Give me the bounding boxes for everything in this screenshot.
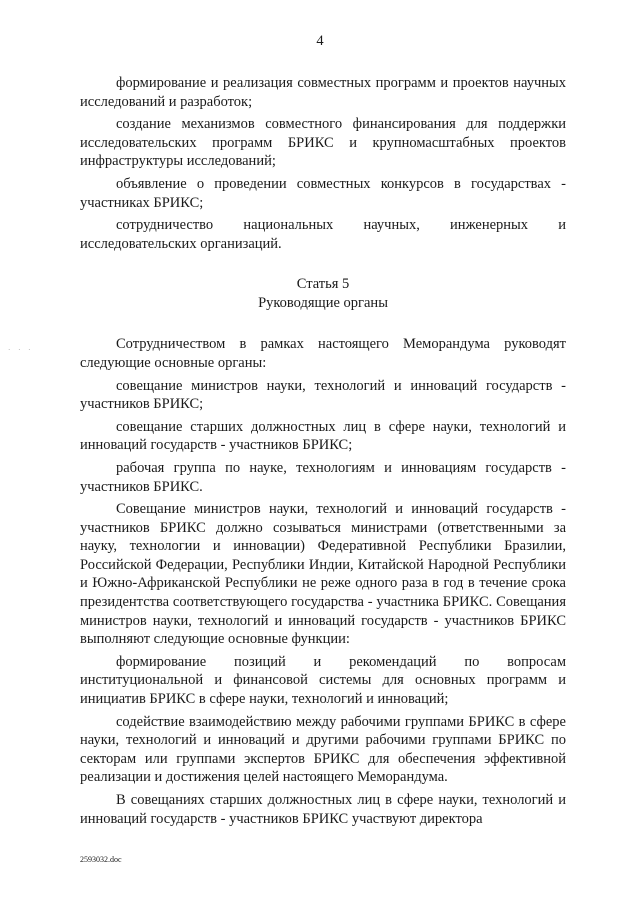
paragraph: содействие взаимодействию между рабочими группами БРИКС в сфере науки, технологий и инноваций и другими рабочими группами БРИКС по секторам или группами экспертов БРИКС для обеспечения эффективной реализации и достижения целей настоящего Меморандума. bbox=[80, 713, 566, 786]
page-number: 4 bbox=[316, 33, 324, 49]
paragraph: Сотрудничеством в рамках настоящего Меморандума руководят следующие основные органы: bbox=[80, 336, 566, 371]
paragraph: Совещание министров науки, технологий и инноваций государств - участников БРИКС должно созываться министрами (ответственными за науку, технологии и инновации) Федеративной Республики Бразилии, Российской Федерации, Республики Индии, Китайской Народной Республики и Южно-Африканской Республики не реже одного раза в год в течение срока президентства соответствующего государства - участника БРИКС. Совещания министров науки, технологий и инноваций государств - участников БРИКС выполняют следующие основные функции: bbox=[80, 501, 566, 648]
paragraph: сотрудничество национальных научных, инженерных и исследовательских организаций. bbox=[80, 217, 566, 252]
paragraph: формирование позиций и рекомендаций по вопросам институциональной и финансовой системы для основных программ и инициатив БРИКС в сфере науки, технологий и инноваций; bbox=[80, 653, 566, 708]
article-number: Статья 5 bbox=[296, 276, 350, 293]
paragraph: рабочая группа по науке, технологиям и инновациям государств - участников БРИКС. bbox=[80, 459, 566, 495]
footer-filename: 2593032.doc bbox=[80, 855, 122, 864]
paragraph: совещание старших должностных лиц в сфере науки, технологий и инноваций государств - участников БРИКС; bbox=[80, 418, 566, 454]
paragraph: совещание министров науки, технологий и инноваций государств - участников БРИКС; bbox=[80, 377, 566, 413]
paragraph: создание механизмов совместного финансирования для поддержки исследовательских программ БРИКС и крупномасштабных проектов инфраструктуры исследований; bbox=[80, 116, 566, 170]
margin-marks: · · · bbox=[8, 346, 34, 354]
paragraph: формирование и реализация совместных программ и проектов научных исследований и разработок; bbox=[80, 75, 566, 110]
article-title: Руководящие органы bbox=[258, 295, 388, 312]
document-body bbox=[80, 74, 566, 832]
paragraph: В совещаниях старших должностных лиц в сфере науки, технологий и инноваций государств - участников БРИКС участвуют директора bbox=[80, 792, 566, 827]
article-heading bbox=[80, 275, 566, 313]
paragraph: объявление о проведении совместных конкурсов в государствах - участниках БРИКС; bbox=[80, 175, 566, 211]
